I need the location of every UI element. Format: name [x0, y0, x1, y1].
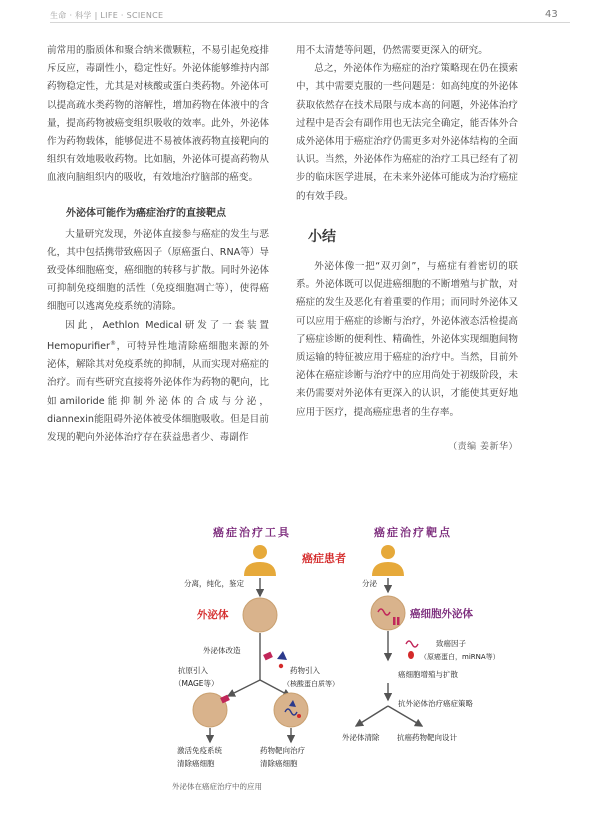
arrow-strategy-right [388, 706, 422, 726]
drug-sub-label: （核酸蛋白质等） [283, 680, 339, 688]
patient-label: 癌症患者 [302, 552, 346, 565]
registered-mark: ® [110, 339, 117, 347]
running-head: 生命 · 科学 | LIFE · SCIENCE [50, 11, 164, 20]
exosome-label: 外泌体 [197, 609, 229, 621]
drug-marker-triangle [277, 651, 287, 660]
strategy-outcome-right: 抗癌药物靶向设计 [397, 733, 457, 742]
figure-diagram [170, 520, 530, 782]
figure [170, 520, 530, 790]
left-paragraph-3-a: 因此，Aethlon Medical研发了一套装置Hemopurifier [47, 319, 269, 353]
right-step-label: 分泌 [362, 579, 377, 588]
strategy-outcome-left: 外泌体清除 [342, 733, 380, 742]
antigen-label: 抗原引入 [178, 666, 208, 675]
cancer-exosome-label: 癌细胞外泌体 [410, 608, 473, 620]
patient-icon-right [372, 545, 404, 576]
exosome-vesicle-left [243, 598, 277, 632]
outcome-right-line-2: 清除癌细胞 [260, 759, 298, 768]
exosome-drug-loaded [274, 693, 308, 727]
drug-marker-dot [279, 664, 283, 668]
header-divider [50, 22, 570, 23]
factor-protein-icon [408, 651, 414, 659]
right-paragraph-3: 外泌体像一把“双刃剑”，与癌症有着密切的联系。外泌体既可以促进癌细胞的不断增殖与扩散，对癌症的发生及恶化有着重要的作用；而同时外泌体又可以应用于癌症的诊断与治疗，外泌体液态活检提高了癌症诊断的便利性、精确性，外泌体实现细胞间物质运输的特征被应用于癌症的治疗中。当然，目前外泌体在癌症诊断与治疗中的应用尚处于初级阶段，未来仍需要对外泌体有更深入的认识，才能使其更好地应用于医疗，提高癌症患者的生存率。 [296, 261, 518, 418]
outcome-left-line-1: 激活免疫系统 [177, 746, 222, 755]
page-number: 43 [545, 9, 558, 20]
left-paragraph-3-b: ，可特异性地清除癌细胞来源的外泌体，解除其对免疫系统的抑制，从而实现对癌症的治疗。而有些研究直接将外泌体作为药物的靶向，比如amiloride能抑制外泌体的合成与分泌，diannexin能阻碍外泌体被受体细胞吸收。但是目前发现的靶向外泌体治疗存在获益患者少、毒副作 [47, 341, 269, 444]
editor-note: （责编 姜新华） [448, 441, 518, 452]
right-paragraph-2: 总之，外泌体作为癌症的治疗策略现在仍在摸索中，其中需要克服的一些问题是：如高纯度的外泌体获取依然存在技术局限与成本高的问题，外泌体治疗过程中是否会有副作用也无法完全确定，能否体外合成外泌体用于癌症治疗仍需更多对外泌体结构的全面认识。当然，外泌体作为癌症的治疗工具已经有了初步的临床医学进展，在未来外泌体可能成为治疗癌症的有效手段。 [296, 63, 518, 202]
modify-label: 外泌体改造 [203, 646, 241, 655]
factor-rna-icon [406, 641, 418, 647]
figure-caption: 外泌体在癌症治疗中的应用 [172, 782, 262, 791]
antigen-sub-label: （MAGE等） [174, 679, 219, 688]
arrow-to-antigen [228, 680, 260, 696]
figure-title-left: 癌症治疗工具 [213, 526, 291, 539]
outcome-left-line-2: 清除癌细胞 [177, 759, 215, 768]
cancer-factor-bar-2 [397, 617, 400, 625]
cancer-factor-bar-1 [393, 617, 396, 625]
section-title: 小结 [308, 228, 336, 245]
right-column [296, 42, 518, 456]
outcome-right-line-1: 药物靶向治疗 [260, 746, 305, 755]
right-paragraph-1: 用不太清楚等问题，仍然需要更深入的研究。 [296, 45, 488, 56]
left-paragraph-2: 大量研究发现，外泌体直接参与癌症的发生与恶化，其中包括携带致癌因子（原癌蛋白、RNA等）导致受体细胞癌变，癌细胞的转移与扩散。同时外泌体可抑制免疫细胞的活性（免疫细胞凋亡等），使得癌细胞可以逃离免疫系统的清除。 [47, 228, 269, 313]
left-column [47, 42, 269, 447]
spread-label: 癌细胞增殖与扩散 [398, 670, 458, 679]
factor-label: 致癌因子 [436, 639, 466, 648]
strategy-label: 抗外泌体治疗癌症策略 [398, 699, 473, 708]
patient-icon-left [244, 545, 276, 576]
left-paragraph-1: 前常用的脂质体和聚合纳米微颗粒，不易引起免疫排斥反应，毒副性小，稳定性好。外泌体能够维持内部药物稳定性，尤其是对核酸或蛋白类药物。外泌体可以提高疏水类药物的溶解性，增加药物在体液中的含量，提高药物被癌变组织吸收的效率。此外，外泌体作为药物载体，能够促进不易被体液药物直接靶向的组织有效地吸收药物。比如脑，外泌体可提高药物从血液向脑组织内的吸收，有效地治疗脑部的癌变。 [47, 45, 269, 184]
drug-label: 药物引入 [290, 666, 320, 675]
figure-title-right: 癌症治疗靶点 [374, 526, 452, 539]
antigen-marker [263, 652, 273, 661]
left-step-label: 分离，纯化，鉴定 [184, 579, 244, 588]
left-paragraph-3 [47, 317, 269, 448]
subheading: 外泌体可能作为癌症治疗的直接靶点 [66, 207, 226, 219]
drug-cargo-dot [297, 714, 301, 718]
cancer-exosome-vesicle [371, 596, 405, 630]
factor-sub-label: （原癌蛋白，miRNA等） [420, 653, 500, 661]
arrow-strategy-left [356, 706, 388, 726]
